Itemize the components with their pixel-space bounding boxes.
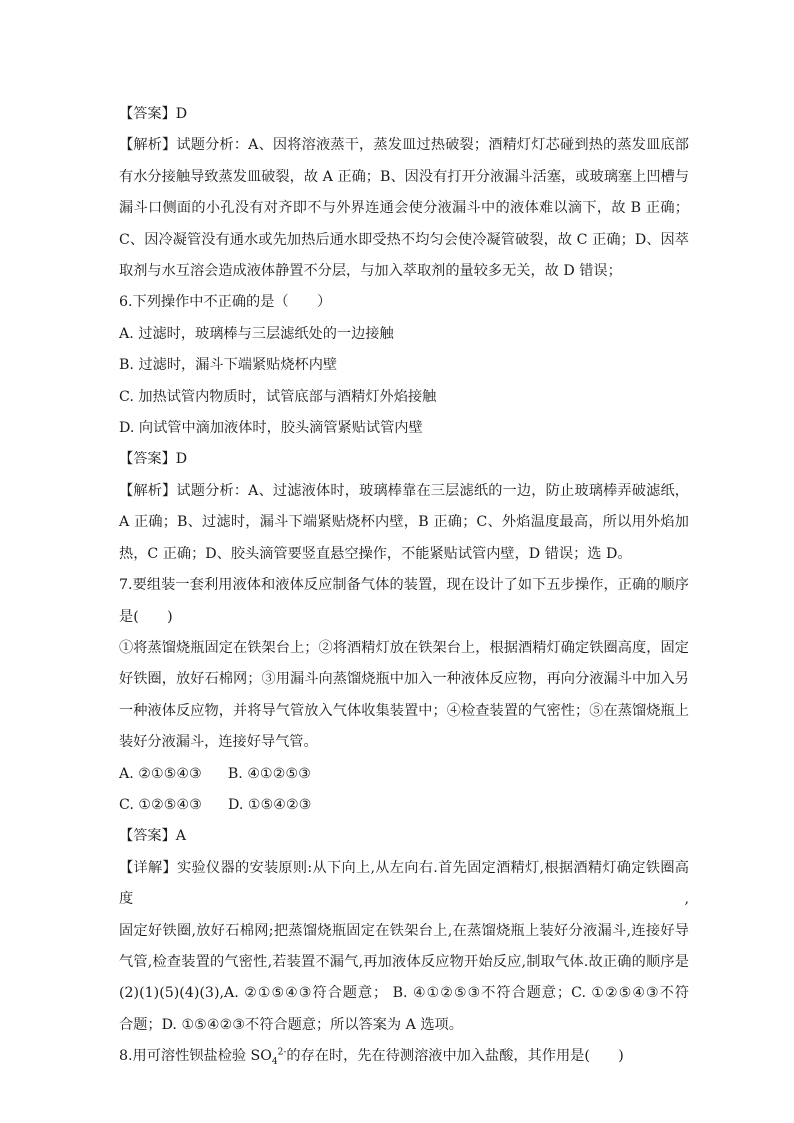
q7-answer: 【答案】A <box>119 828 186 845</box>
q7-option-d: D. ①⑤④②③ <box>227 796 312 813</box>
q5-analysis-line-5: 取剂与水互溶会造成液体静置不分层，与加入萃取剂的量较多无关，故 D 错误； <box>119 263 622 280</box>
q7-options-row-2 <box>119 790 689 821</box>
q5-analysis-line-1: 【解析】试题分析：A、因将溶液蒸干，蒸发皿过热破裂；酒精灯灯芯碰到热的蒸发皿底部 <box>119 137 689 154</box>
q6-option-a: A. 过滤时，玻璃棒与三层滤纸处的一边接触 <box>119 325 394 342</box>
q5-analysis-line-4: C、因冷凝管没有通水或先加热后通水即受热不均匀会使冷凝管破裂，故 C 正确；D、因萃 <box>119 231 689 248</box>
q7-detail-line-5: 合题；D. ①⑤④②③不符合题意；所以答案为 A 选项。 <box>119 1016 463 1033</box>
q7-option-a: A. ②①⑤④③ <box>119 765 202 782</box>
q6-option-b: B. 过滤时，漏斗下端紧贴烧杯内壁 <box>119 357 338 374</box>
q8-question-prefix: 8.用可溶性钡盐检验 SO <box>119 1048 272 1065</box>
q7-option-c: C. ①②⑤④③ <box>119 796 202 813</box>
q7-step-line-3: 一种液体反应物，并将导气管放入气体收集装置中；④检查装置的气密性；⑤在蒸馏烧瓶上 <box>119 702 689 719</box>
q6-option-c: C. 加热试管内物质时，试管底部与酒精灯外焰接触 <box>119 388 437 405</box>
q8-superscript: 2- <box>277 1047 287 1058</box>
q7-option-b: B. ④①②⑤③ <box>227 765 311 782</box>
q6-analysis-line-1: 【解析】试题分析：A、过滤液体时，玻璃棒靠在三层滤纸的一边，防止玻璃棒弄破滤纸， <box>119 482 689 499</box>
q7-detail-line-1: 【详解】实验仪器的安装原则:从下向上,从左向右.首先固定酒精灯,根据酒精灯确定铁圈高度, <box>119 859 689 908</box>
q7-detail-line-3: 气管,检查装置的气密性,若装置不漏气,再加液体反应物开始反应,制取气体.故正确的顺序是 <box>119 953 689 970</box>
q6-option-d: D. 向试管中滴加液体时，胶头滴管紧贴试管内壁 <box>119 420 423 437</box>
q6-question: 6.下列操作中不正确的是（ ） <box>119 294 332 311</box>
q5-analysis-line-2: 有水分接触导致蒸发皿破裂，故 A 正确；B、因没有打开分液漏斗活塞，或玻璃塞上凹槽与 <box>119 168 689 185</box>
q7-options-row-1 <box>119 759 689 790</box>
q5-answer: 【答案】D <box>119 106 188 122</box>
q8-question-suffix: 的存在时，先在待测溶液中加入盐酸，其作用是( ) <box>286 1048 624 1065</box>
q7-step-line-4: 装好分液漏斗，连接好导气管。 <box>119 734 318 751</box>
q6-analysis-line-3: 热，C 正确；D、胶头滴管要竖直悬空操作，不能紧贴试管内壁，D 错误；选 D。 <box>119 545 632 562</box>
q6-answer: 【答案】D <box>119 451 188 468</box>
q8-question <box>119 1041 689 1072</box>
q7-step-line-2: 好铁圈，放好石棉网；③用漏斗向蒸馏烧瓶中加入一种液体反应物，再向分液漏斗中加入另 <box>119 671 689 688</box>
q7-question-line-2: 是( ) <box>119 608 173 625</box>
q7-question-line-1: 7.要组装一套利用液体和液体反应制备气体的装置，现在设计了如下五步操作，正确的顺序 <box>119 577 689 594</box>
q7-detail-line-4: (2)(1)(5)(4)(3),A. ②①⑤④③符合题意； B. ④①②⑤③不符合题意；C. ①②⑤④③不符 <box>119 985 689 1002</box>
document-page <box>119 99 689 1073</box>
q8-subscript: 4 <box>271 1057 278 1068</box>
q5-analysis-line-3: 漏斗口侧面的小孔没有对齐即不与外界连通会使分液漏斗中的液体难以滴下，故 B 正确； <box>119 200 689 217</box>
q7-detail-line-2: 固定好铁圈,放好石棉网;把蒸馏烧瓶固定在铁架台上,在蒸馏烧瓶上装好分液漏斗,连接好导 <box>119 922 689 939</box>
q7-step-line-1: ①将蒸馏烧瓶固定在铁架台上；②将酒精灯放在铁架台上，根据酒精灯确定铁圈高度，固定 <box>119 639 689 656</box>
q6-analysis-line-2: A 正确；B、过滤时，漏斗下端紧贴烧杯内壁，B 正确；C、外焰温度最高，所以用外焰加 <box>119 514 689 531</box>
